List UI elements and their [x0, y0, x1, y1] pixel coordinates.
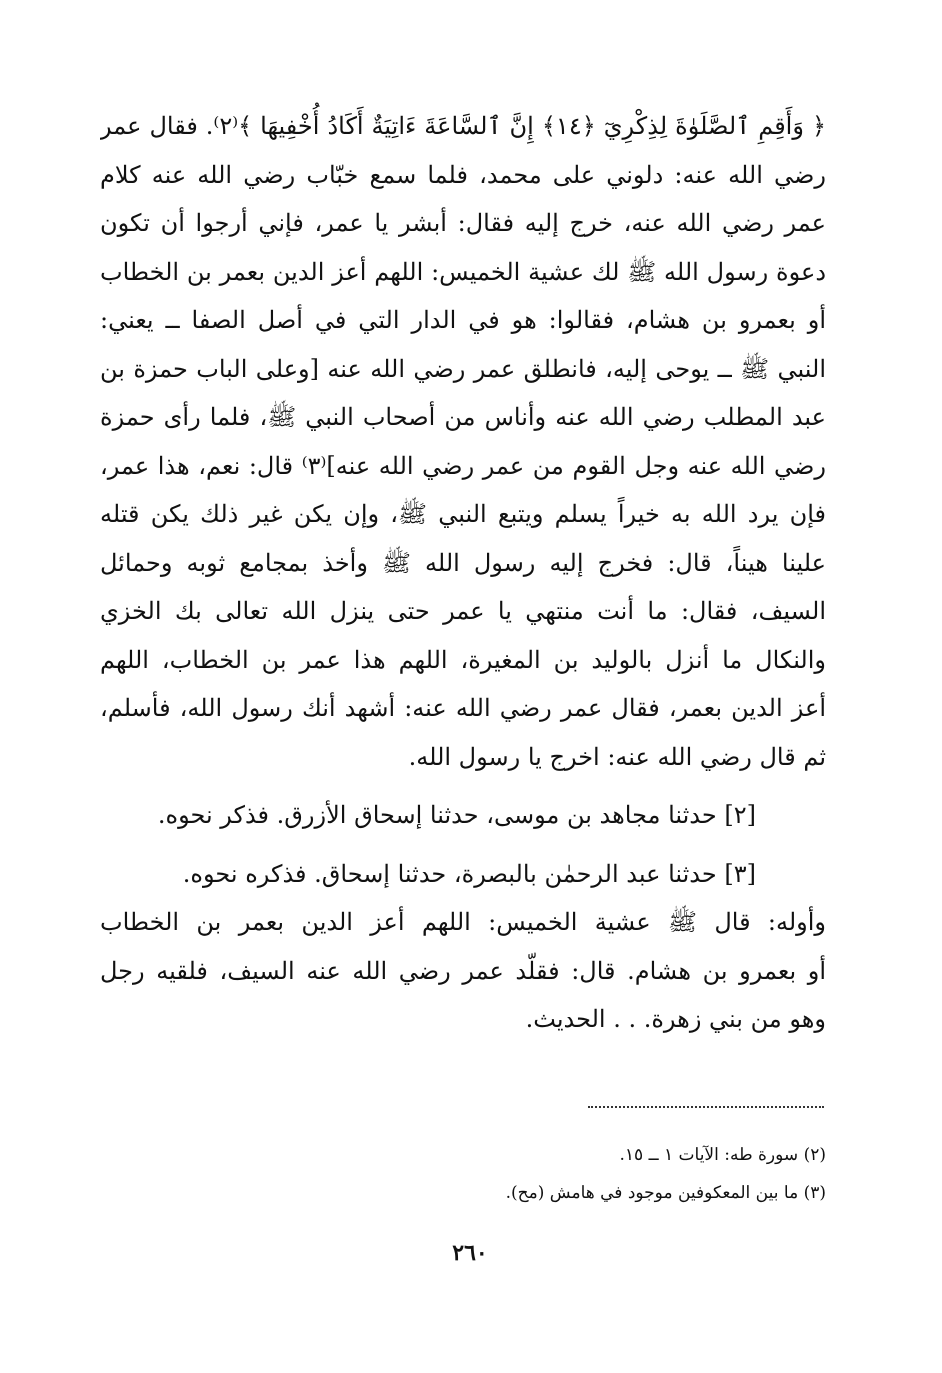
- text-line: عبد المطلب رضي الله عنه وأناس من أصحاب النبي ﷺ، فلما رأى حمزة: [100, 403, 826, 431]
- text-line: والنكال ما أنزل بالوليد بن المغيرة، اللهم هذا عمر بن الخطاب، اللهم: [100, 645, 826, 674]
- main-text-block: [100, 102, 826, 1044]
- footnote-3: (٣) ما بين المعكوفين موجود في هامش (مح).: [505, 1183, 826, 1203]
- text-line: عمر رضي الله عنه، خرج إليه فقال: أبشر يا عمر، فإني أرجوا أن تكون: [100, 209, 826, 237]
- footnote-2: (٢) سورة طه: الآيات ١ ــ ١٥.: [619, 1145, 826, 1165]
- paragraph-gap: [100, 781, 826, 791]
- page-number: ٢٦٠: [452, 1240, 488, 1266]
- note-3-line: [٣] حدثنا عبد الرحمٰن بالبصرة، حدثنا إسحاق. فذكره نحوه.: [182, 859, 756, 888]
- note-3-line: أو بعمرو بن هشام. قال: فقلّد عمر رضي الله عنه السيف، فلقيه رجل: [100, 956, 826, 985]
- note-3-line: وأوله: قال ﷺ عشية الخميس: اللهم أعز الدين بعمر بن الخطاب: [100, 908, 826, 936]
- note-3-line: وهو من بني زهرة. . . الحديث.: [525, 1005, 826, 1033]
- text-line: ﴿ وَأَقِمِ ٱلصَّلَوٰةَ لِذِكْرِيٓ ﴿١٤﴾ إِنَّ ٱلسَّاعَةَ ءَاتِيَةٌ أَكَادُ أُخْفِيهَا ﴾⁽٢⁾. فقال عمر: [100, 112, 826, 140]
- text-line: النبي ﷺ ــ يوحى إليه، فانطلق عمر رضي الله عنه [وعلى الباب حمزة بن: [100, 354, 826, 383]
- text-line: رضي الله عنه وجل القوم من عمر رضي الله عنه]⁽٣⁾ قال: نعم، هذا عمر،: [100, 451, 826, 480]
- text-line: أعز الدين بعمر، فقال عمر رضي الله عنه: أشهد أنك رسول الله، فأسلم،: [100, 694, 826, 722]
- text-line: ثم قال رضي الله عنه: اخرج يا رسول الله.: [408, 742, 826, 771]
- note-2-line: [٢] حدثنا مجاهد بن موسى، حدثنا إسحاق الأزرق. فذكر نحوه.: [157, 801, 756, 829]
- text-line: علينا هيناً، قال: فخرج إليه رسول الله ﷺ وأخذ بمجامع ثوبه وحمائل: [100, 548, 826, 577]
- text-line: دعوة رسول الله ﷺ لك عشية الخميس: اللهم أعز الدين بعمر بن الخطاب: [100, 257, 826, 286]
- text-line: رضي الله عنه: دلوني على محمد، فلما سمع خبّاب رضي الله عنه كلام: [100, 160, 826, 189]
- footnote-separator: [588, 1106, 824, 1108]
- footnotes-block: [300, 1136, 826, 1212]
- text-line: السيف، فقال: ما أنت منتهي يا عمر حتى ينزل الله تعالى بك الخزي: [100, 597, 826, 625]
- paragraph-gap: [100, 840, 826, 850]
- text-line: أو بعمرو بن هشام، فقالوا: هو في الدار التي في أصل الصفا ــ يعني:: [100, 306, 826, 334]
- text-line: فإن يرد الله به خيراً يسلم ويتبع النبي ﷺ، وإن يكن غير ذلك يكن قتله: [100, 500, 826, 528]
